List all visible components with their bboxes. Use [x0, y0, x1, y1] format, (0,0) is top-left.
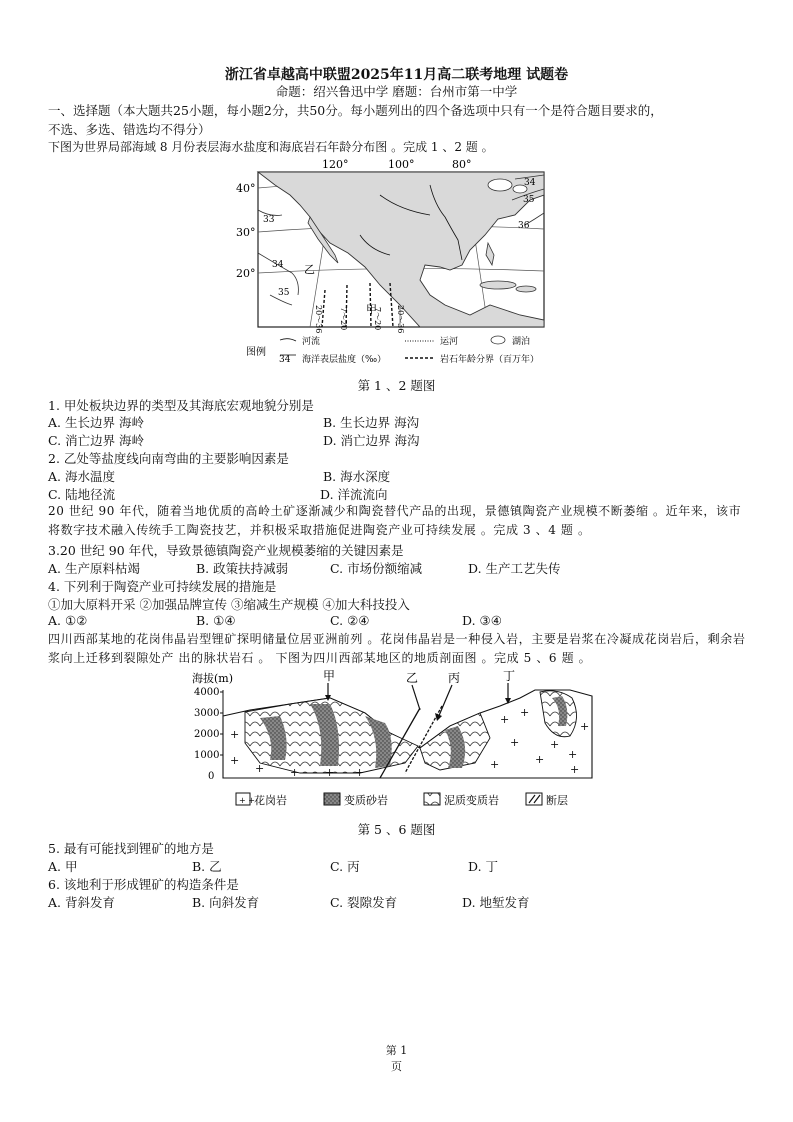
q3-option-a[interactable]: A. 生产原料枯竭: [48, 561, 140, 576]
svg-text:+: +: [568, 748, 578, 761]
q4-option-d[interactable]: D. ③④: [462, 613, 502, 628]
point-bing: 丙: [448, 671, 461, 685]
age-label: 7～20: [339, 307, 348, 331]
y-tick: 2000: [194, 729, 220, 740]
geologic-section: [190, 668, 610, 816]
legend-salinity: 海洋表层盐度（‰）: [302, 355, 387, 365]
legend-canal: 运河: [440, 337, 459, 347]
salinity-map: [230, 155, 560, 370]
svg-text:+: +: [570, 763, 580, 776]
page-number-suffix: 页: [391, 1060, 402, 1073]
figure-caption-2: 第 5 、6 题图: [357, 822, 436, 837]
intro-q1-2: 下图为世界局部海域 8 月份表层海水盐度和海底岩石年龄分布图 。完成 1 、2 题 。: [48, 140, 494, 154]
age-label: 20～36: [396, 305, 405, 334]
q1-stem: 1. 甲处板块边界的类型及其海底宏观地貌分别是: [48, 398, 314, 413]
point-yi: 乙: [406, 671, 419, 685]
q1-option-c[interactable]: C. 消亡边界 海岭: [48, 433, 145, 448]
legend-lake: 湖泊: [512, 337, 531, 347]
q6-option-a[interactable]: A. 背斜发育: [48, 895, 115, 910]
svg-text:+: +: [490, 758, 500, 771]
figure-caption-1: 第 1 、2 题图: [357, 378, 436, 393]
page-number: 第 1: [385, 1044, 408, 1057]
q1-option-a[interactable]: A. 生长边界 海岭: [48, 415, 144, 430]
salinity-label: 34: [524, 178, 536, 188]
salinity-label: 35: [278, 288, 290, 298]
svg-text:+: +: [520, 706, 530, 719]
section-heading: 一、选择题（本大题共25小题，每小题2分，共50分。每小题列出的四个备选项中只有一个是符合题目要求的，: [48, 103, 663, 118]
q2-option-a[interactable]: A. 海水温度: [48, 469, 115, 484]
q6-option-b[interactable]: B. 向斜发育: [192, 895, 260, 910]
y-tick: 3000: [194, 708, 220, 719]
svg-text:+: +: [325, 766, 335, 779]
svg-text:+: +: [510, 736, 520, 749]
q2-stem: 2. 乙处等盐度线向南弯曲的主要影响因素是: [48, 451, 289, 466]
q4-items: ①加大原料开采 ②加强品牌宣传 ③缩减生产规模 ④加大科技投入: [48, 597, 410, 612]
svg-text:+: +: [355, 766, 365, 779]
mudstone-legend-icon: [424, 793, 440, 805]
svg-text:+ +: + +: [239, 796, 255, 805]
y-tick: 0: [208, 771, 215, 782]
q3-option-c[interactable]: C. 市场份额缩减: [330, 561, 423, 576]
intro-q3-4: 20 世纪 90 年代，随着当地优质的高岭土矿逐渐减少和陶瓷替代产品的出现，景德镇陶瓷产业规模不断萎缩 。近年来，该市将数字技术融入传统手工陶瓷技艺，并积极采取措施促进陶瓷产业可持续发展 。完成 3 、4 题 。: [48, 504, 742, 537]
salinity-label: 35: [523, 195, 535, 205]
q4-stem: 4. 下列利于陶瓷产业可持续发展的措施是: [48, 579, 277, 594]
legend-fault: 断层: [546, 794, 568, 807]
intro-q5-6: 四川西部某地的花岗伟晶岩型锂矿探明储量位居亚洲前列 。花岗伟晶岩是一种侵入岩，主要是岩浆在冷凝成花岗岩后，剩余岩浆向上迁移到裂隙处产 出的脉状岩石 。 下图为四川西部某地区的地质剖面图 。完成 5 、6 题 。: [48, 632, 746, 665]
q5-option-a[interactable]: A. 甲: [48, 859, 78, 874]
q6-stem: 6. 该地利于形成锂矿的构造条件是: [48, 877, 239, 892]
q4-option-c[interactable]: C. ②④: [330, 613, 370, 628]
sandstone-legend-icon: [324, 793, 340, 805]
point-jia: 甲: [366, 303, 377, 316]
q6-option-c[interactable]: C. 裂隙发育: [330, 895, 398, 910]
svg-text:+: +: [535, 753, 545, 766]
q4-option-a[interactable]: A. ①②: [48, 613, 88, 628]
legend-granite: 花岗岩: [254, 794, 287, 807]
q3-option-d[interactable]: D. 生产工艺失传: [468, 561, 561, 576]
svg-text:+: +: [500, 713, 510, 726]
lon-label: 100°: [388, 158, 415, 171]
legend-age: 岩石年龄分界（百万年）: [440, 355, 540, 365]
age-label: 7～20: [373, 307, 382, 331]
q5-option-d[interactable]: D. 丁: [468, 859, 499, 874]
y-axis-label: 海拔(m): [192, 672, 234, 685]
svg-text:+: +: [230, 754, 240, 767]
lat-label: 40°: [236, 182, 256, 195]
point-yi: 乙: [304, 263, 315, 276]
salinity-label: 33: [263, 215, 275, 225]
svg-text:+: +: [580, 720, 590, 733]
q3-stem: 3.20 世纪 90 年代，导致景德镇陶瓷产业规模萎缩的关键因素是: [48, 543, 404, 558]
section-heading-cont: 不选、多选、错选均不得分）: [48, 122, 211, 137]
exam-authors: 命题：绍兴鲁迅中学 磨题：台州市第一中学: [275, 84, 518, 99]
river-legend-icon: [280, 339, 296, 341]
svg-text:+: +: [230, 728, 240, 741]
q5-option-b[interactable]: B. 乙: [192, 859, 222, 874]
point-ding: 丁: [503, 669, 516, 683]
q2-option-b[interactable]: B. 海水深度: [323, 469, 391, 484]
legend-sandstone: 变质砂岩: [344, 794, 388, 807]
y-tick: 4000: [194, 687, 220, 698]
lat-label: 20°: [236, 267, 256, 280]
legend-river: 河流: [302, 337, 321, 347]
q5-option-c[interactable]: C. 丙: [330, 859, 360, 874]
legend-mudstone: 泥质变质岩: [444, 794, 499, 807]
q6-option-d[interactable]: D. 地堑发育: [462, 895, 530, 910]
q1-option-b[interactable]: B. 生长边界 海沟: [323, 415, 420, 430]
map-legend-title: 图例: [246, 347, 266, 358]
salinity-label: 36: [518, 221, 530, 231]
exam-title: 浙江省卓越高中联盟2025年11月高二联考地理 试题卷: [224, 67, 569, 83]
legend-salinity-num: 34: [279, 355, 291, 365]
q5-stem: 5. 最有可能找到锂矿的地方是: [48, 841, 214, 856]
svg-text:+: +: [255, 762, 265, 775]
q2-option-c[interactable]: C. 陆地径流: [48, 487, 116, 502]
lon-label: 120°: [322, 158, 349, 171]
q2-option-d[interactable]: D. 洋流流向: [320, 487, 388, 502]
lake-legend-icon: [491, 336, 505, 344]
lat-label: 30°: [236, 226, 256, 239]
svg-text:+: +: [290, 766, 300, 779]
svg-text:+: +: [550, 738, 560, 751]
age-label: 20～36: [314, 305, 323, 334]
point-jia: 甲: [323, 669, 336, 683]
lon-label: 80°: [452, 158, 472, 171]
q4-option-b[interactable]: B. ①④: [196, 613, 236, 628]
salinity-label: 34: [272, 260, 284, 270]
y-tick: 1000: [194, 750, 220, 761]
q3-option-b[interactable]: B. 政策扶持减弱: [196, 561, 289, 576]
q1-option-d[interactable]: D. 消亡边界 海沟: [323, 433, 420, 448]
